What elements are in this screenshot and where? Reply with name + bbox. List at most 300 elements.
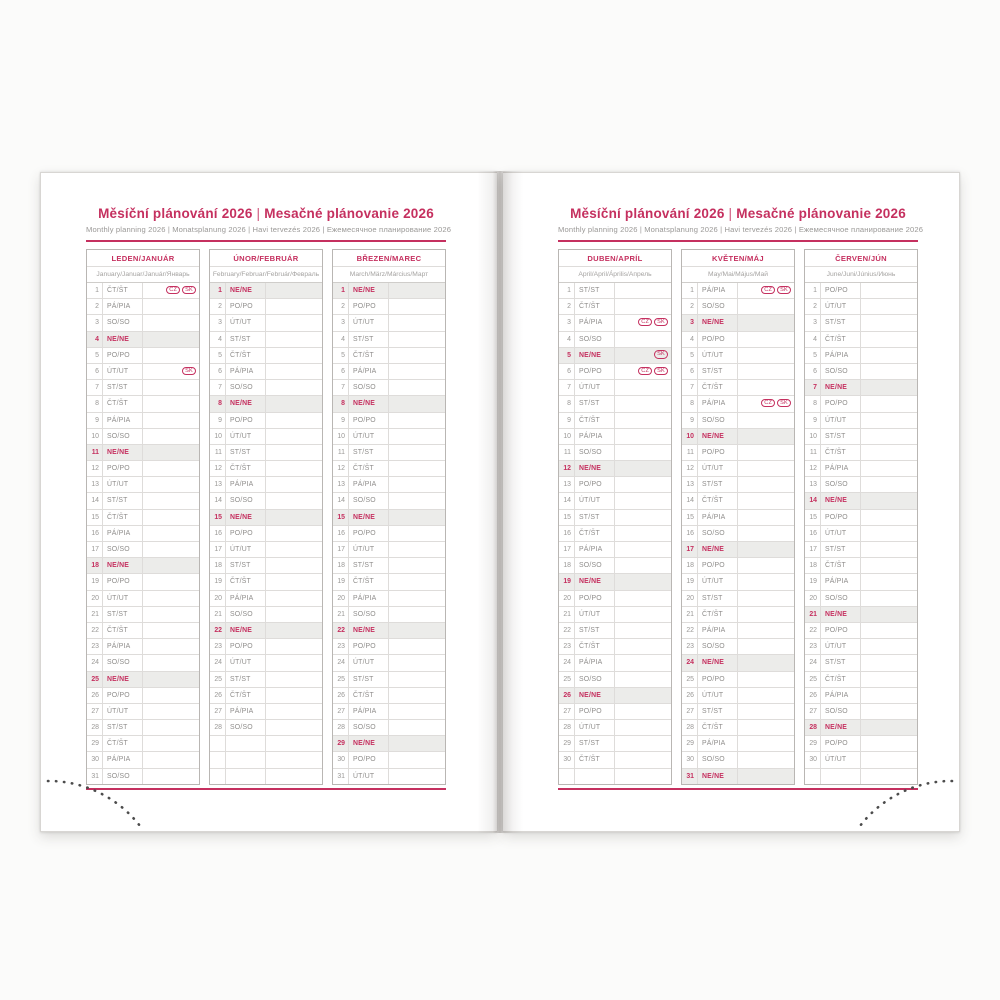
day-row — [87, 526, 199, 542]
day-number: 22 — [333, 623, 349, 638]
notes-cell — [143, 736, 199, 751]
day-abbrev: ÚT/UT — [226, 542, 266, 557]
day-number: 17 — [682, 542, 698, 557]
day-number: 19 — [333, 574, 349, 589]
day-number: 19 — [559, 574, 575, 589]
day-row — [682, 623, 794, 639]
day-number: 16 — [333, 526, 349, 541]
day-row — [210, 542, 322, 558]
notes-cell — [615, 461, 671, 476]
day-row — [87, 332, 199, 348]
day-abbrev: PÁ/PIA — [103, 413, 143, 428]
day-number: 24 — [682, 655, 698, 670]
day-row — [682, 558, 794, 574]
day-number: 25 — [682, 672, 698, 687]
day-number: 23 — [333, 639, 349, 654]
day-number: 1 — [333, 283, 349, 298]
day-abbrev: ČT/ŠT — [103, 510, 143, 525]
day-abbrev: ČT/ŠT — [226, 348, 266, 363]
day-abbrev: ST/ST — [103, 380, 143, 395]
day-number: 20 — [682, 591, 698, 606]
notes-cell — [143, 429, 199, 444]
day-row — [210, 526, 322, 542]
day-abbrev: ST/ST — [575, 396, 615, 411]
day-number: 12 — [805, 461, 821, 476]
day-abbrev: NE/NE — [349, 283, 389, 298]
notes-cell — [143, 655, 199, 670]
day-abbrev: ST/ST — [349, 672, 389, 687]
notes-cell — [389, 720, 445, 735]
notes-cell — [389, 752, 445, 767]
day-row — [682, 607, 794, 623]
notes-cell — [266, 461, 322, 476]
notes-cell — [143, 591, 199, 606]
day-number: 2 — [333, 299, 349, 314]
day-row — [682, 526, 794, 542]
day-number: 7 — [559, 380, 575, 395]
day-number: 9 — [805, 413, 821, 428]
day-number: 8 — [682, 396, 698, 411]
day-number: 11 — [805, 445, 821, 460]
notes-cell — [266, 542, 322, 557]
day-abbrev: ÚT/UT — [103, 704, 143, 719]
day-number: 27 — [559, 704, 575, 719]
day-number: 27 — [682, 704, 698, 719]
day-row — [682, 396, 794, 412]
notes-cell — [266, 526, 322, 541]
notes-cell — [738, 477, 794, 492]
day-row — [333, 720, 445, 736]
notes-cell — [615, 623, 671, 638]
day-row — [559, 461, 671, 477]
day-row — [805, 736, 917, 752]
day-abbrev: NE/NE — [103, 558, 143, 573]
day-number: 24 — [805, 655, 821, 670]
day-number: 21 — [333, 607, 349, 622]
day-row — [682, 769, 794, 784]
day-abbrev: SO/SO — [698, 299, 738, 314]
notes-cell — [143, 623, 199, 638]
day-number: 28 — [805, 720, 821, 735]
day-row — [559, 558, 671, 574]
holiday-badge-sk: SK — [654, 367, 668, 375]
notes-cell — [143, 607, 199, 622]
day-number: 7 — [333, 380, 349, 395]
day-abbrev: PO/PO — [226, 299, 266, 314]
notes-cell — [143, 283, 199, 298]
page-title-sk: Mesačné plánovanie 2026 — [264, 206, 434, 221]
holiday-badge-sk: SK — [182, 367, 196, 375]
day-abbrev: PÁ/PIA — [821, 574, 861, 589]
day-abbrev: PO/PO — [226, 413, 266, 428]
notes-cell — [738, 364, 794, 379]
day-abbrev: ÚT/UT — [821, 752, 861, 767]
day-row — [682, 364, 794, 380]
notes-cell — [266, 720, 322, 735]
day-row — [559, 510, 671, 526]
day-abbrev: NE/NE — [575, 688, 615, 703]
notes-cell — [615, 510, 671, 525]
day-abbrev: ÚT/UT — [575, 493, 615, 508]
holiday-badge-cz: CZ — [638, 367, 652, 375]
day-number: 8 — [87, 396, 103, 411]
day-number: 15 — [210, 510, 226, 525]
day-row-empty — [210, 752, 322, 768]
day-number: 4 — [805, 332, 821, 347]
day-row — [805, 364, 917, 380]
day-abbrev: ÚT/UT — [575, 720, 615, 735]
day-abbrev: NE/NE — [103, 672, 143, 687]
notes-cell — [738, 720, 794, 735]
diary-page-right — [503, 172, 960, 832]
day-number: 14 — [333, 493, 349, 508]
day-number: 29 — [559, 736, 575, 751]
day-number: 30 — [333, 752, 349, 767]
day-abbrev: NE/NE — [698, 429, 738, 444]
day-row — [682, 542, 794, 558]
day-row — [559, 688, 671, 704]
day-abbrev: PÁ/PIA — [103, 526, 143, 541]
day-abbrev: ČT/ŠT — [821, 672, 861, 687]
day-abbrev: PÁ/PIA — [821, 688, 861, 703]
day-row — [210, 558, 322, 574]
day-row — [559, 348, 671, 364]
day-row — [210, 299, 322, 315]
month-name: ČERVEN/JÚN — [805, 250, 917, 267]
notes-cell — [615, 283, 671, 298]
notes-cell — [861, 720, 917, 735]
month-name: KVĚTEN/MÁJ — [682, 250, 794, 267]
day-number: 26 — [559, 688, 575, 703]
day-row — [333, 380, 445, 396]
day-abbrev: PÁ/PIA — [698, 736, 738, 751]
notes-cell — [738, 672, 794, 687]
notes-cell — [143, 332, 199, 347]
notes-cell — [861, 672, 917, 687]
notes-cell — [389, 655, 445, 670]
day-row — [333, 558, 445, 574]
day-abbrev: ST/ST — [698, 477, 738, 492]
day-row — [333, 639, 445, 655]
day-row — [333, 510, 445, 526]
day-abbrev: SO/SO — [226, 493, 266, 508]
notes-cell — [615, 299, 671, 314]
day-row — [87, 688, 199, 704]
day-abbrev: PO/PO — [349, 752, 389, 767]
notes-cell — [738, 445, 794, 460]
notes-cell — [861, 607, 917, 622]
day-row — [682, 477, 794, 493]
day-abbrev: PO/PO — [821, 396, 861, 411]
day-abbrev: NE/NE — [575, 574, 615, 589]
day-abbrev: SO/SO — [103, 769, 143, 784]
day-abbrev: ČT/ŠT — [103, 283, 143, 298]
day-number: 2 — [559, 299, 575, 314]
day-abbrev: PÁ/PIA — [349, 704, 389, 719]
day-abbrev: PÁ/PIA — [575, 655, 615, 670]
day-row — [333, 574, 445, 590]
notes-cell — [389, 299, 445, 314]
day-row — [559, 704, 671, 720]
day-row — [87, 445, 199, 461]
day-abbrev: NE/NE — [103, 445, 143, 460]
day-number: 5 — [682, 348, 698, 363]
day-abbrev: ÚT/UT — [349, 429, 389, 444]
day-row — [682, 299, 794, 315]
day-row — [210, 493, 322, 509]
notes-cell — [266, 445, 322, 460]
notes-cell — [861, 558, 917, 573]
day-number: 26 — [210, 688, 226, 703]
notes-cell — [389, 623, 445, 638]
day-abbrev: PÁ/PIA — [226, 364, 266, 379]
day-abbrev: ST/ST — [821, 655, 861, 670]
day-abbrev: NE/NE — [575, 348, 615, 363]
day-row — [559, 364, 671, 380]
day-number: 15 — [559, 510, 575, 525]
day-number: 26 — [333, 688, 349, 703]
notes-cell — [861, 542, 917, 557]
day-number: 31 — [87, 769, 103, 784]
day-number: 14 — [559, 493, 575, 508]
day-abbrev: NE/NE — [698, 315, 738, 330]
day-row — [333, 736, 445, 752]
notes-cell — [389, 413, 445, 428]
notes-cell — [266, 574, 322, 589]
day-row — [805, 542, 917, 558]
day-row — [210, 623, 322, 639]
day-abbrev: ČT/ŠT — [226, 461, 266, 476]
day-abbrev: ČT/ŠT — [575, 639, 615, 654]
day-number — [559, 769, 575, 784]
day-abbrev: SO/SO — [575, 332, 615, 347]
holiday-badge-cz: CZ — [761, 399, 775, 407]
day-row — [333, 704, 445, 720]
day-row — [210, 688, 322, 704]
title-separator: | — [728, 206, 733, 221]
day-row — [682, 445, 794, 461]
month-table — [86, 249, 200, 785]
day-abbrev: NE/NE — [103, 332, 143, 347]
day-row — [210, 348, 322, 364]
day-row — [210, 315, 322, 331]
day-row — [559, 655, 671, 671]
accent-rule-top — [558, 240, 918, 242]
day-abbrev: SO/SO — [575, 558, 615, 573]
notes-cell — [615, 477, 671, 492]
day-row — [805, 315, 917, 331]
day-row — [87, 623, 199, 639]
day-row — [87, 672, 199, 688]
day-abbrev: NE/NE — [349, 623, 389, 638]
notes-cell — [266, 429, 322, 444]
day-row — [87, 461, 199, 477]
day-row — [682, 591, 794, 607]
notes-cell — [738, 315, 794, 330]
day-row — [87, 477, 199, 493]
day-abbrev: PÁ/PIA — [698, 396, 738, 411]
day-row — [333, 477, 445, 493]
day-number: 20 — [805, 591, 821, 606]
notes-cell — [143, 704, 199, 719]
notes-cell — [266, 591, 322, 606]
day-abbrev: ST/ST — [103, 493, 143, 508]
day-abbrev: ÚT/UT — [226, 655, 266, 670]
day-abbrev: ST/ST — [226, 445, 266, 460]
notes-cell — [861, 429, 917, 444]
day-row — [805, 510, 917, 526]
day-number: 8 — [333, 396, 349, 411]
day-number: 11 — [210, 445, 226, 460]
day-row — [559, 639, 671, 655]
day-abbrev: ST/ST — [575, 736, 615, 751]
day-abbrev: PO/PO — [821, 736, 861, 751]
day-row — [210, 720, 322, 736]
day-row — [333, 364, 445, 380]
notes-cell — [861, 413, 917, 428]
day-row — [805, 413, 917, 429]
day-row — [559, 445, 671, 461]
diary-page-left — [40, 172, 497, 832]
day-number: 9 — [682, 413, 698, 428]
day-row — [682, 688, 794, 704]
day-row — [87, 736, 199, 752]
day-row — [87, 510, 199, 526]
day-number: 16 — [87, 526, 103, 541]
day-abbrev: NE/NE — [349, 396, 389, 411]
day-abbrev: PÁ/PIA — [226, 591, 266, 606]
notes-cell — [738, 429, 794, 444]
day-number: 19 — [87, 574, 103, 589]
notes-cell — [143, 299, 199, 314]
notes-cell — [861, 332, 917, 347]
day-number: 23 — [210, 639, 226, 654]
day-number: 14 — [87, 493, 103, 508]
notes-cell — [266, 655, 322, 670]
day-row — [559, 332, 671, 348]
holiday-badge-cz: CZ — [761, 286, 775, 294]
day-number: 18 — [805, 558, 821, 573]
day-row — [559, 315, 671, 331]
day-number: 22 — [87, 623, 103, 638]
day-row — [805, 445, 917, 461]
notes-cell — [738, 348, 794, 363]
notes-cell — [266, 510, 322, 525]
notes-cell — [861, 461, 917, 476]
day-abbrev: PO/PO — [349, 413, 389, 428]
day-number: 4 — [559, 332, 575, 347]
day-row — [333, 688, 445, 704]
day-number: 6 — [210, 364, 226, 379]
day-abbrev: PÁ/PIA — [698, 283, 738, 298]
day-row — [333, 348, 445, 364]
day-row — [559, 396, 671, 412]
holiday-badge-sk: SK — [777, 399, 791, 407]
notes-cell — [615, 526, 671, 541]
day-number: 12 — [333, 461, 349, 476]
day-number: 13 — [559, 477, 575, 492]
holiday-badge-sk: SK — [777, 286, 791, 294]
day-abbrev: ÚT/UT — [103, 364, 143, 379]
day-number: 4 — [333, 332, 349, 347]
day-number: 10 — [805, 429, 821, 444]
day-number: 16 — [805, 526, 821, 541]
day-row — [333, 752, 445, 768]
day-row — [210, 413, 322, 429]
day-row — [805, 558, 917, 574]
day-row — [210, 380, 322, 396]
day-row — [682, 736, 794, 752]
month-table — [558, 249, 672, 785]
notes-cell — [266, 413, 322, 428]
day-row — [805, 526, 917, 542]
day-row — [333, 672, 445, 688]
notes-cell — [266, 672, 322, 687]
day-abbrev: PÁ/PIA — [575, 429, 615, 444]
day-number: 6 — [682, 364, 698, 379]
day-abbrev: SO/SO — [103, 315, 143, 330]
day-number: 25 — [210, 672, 226, 687]
notes-cell — [389, 332, 445, 347]
day-number: 7 — [210, 380, 226, 395]
day-number: 3 — [559, 315, 575, 330]
day-abbrev: PO/PO — [349, 639, 389, 654]
day-row — [333, 413, 445, 429]
day-row — [210, 429, 322, 445]
day-abbrev: ČT/ŠT — [349, 348, 389, 363]
notes-cell — [738, 558, 794, 573]
day-number: 11 — [87, 445, 103, 460]
day-number: 8 — [805, 396, 821, 411]
day-row-empty — [210, 769, 322, 784]
notes-cell — [143, 380, 199, 395]
day-row — [87, 558, 199, 574]
day-abbrev: ST/ST — [698, 364, 738, 379]
day-number: 11 — [682, 445, 698, 460]
day-row — [333, 607, 445, 623]
day-number: 17 — [333, 542, 349, 557]
day-abbrev: ÚT/UT — [821, 639, 861, 654]
day-row — [333, 591, 445, 607]
day-abbrev: NE/NE — [226, 510, 266, 525]
day-row — [805, 493, 917, 509]
day-row — [210, 672, 322, 688]
day-row — [805, 623, 917, 639]
day-row — [682, 461, 794, 477]
month-languages: March/März/Március/Март — [333, 267, 445, 283]
day-number: 19 — [210, 574, 226, 589]
holiday-badge-cz: CZ — [638, 318, 652, 326]
accent-rule-top — [86, 240, 446, 242]
day-number: 8 — [210, 396, 226, 411]
day-row — [682, 413, 794, 429]
holiday-badge-sk: SK — [654, 318, 668, 326]
day-abbrev: SO/SO — [349, 720, 389, 735]
day-row — [805, 461, 917, 477]
notes-cell — [266, 299, 322, 314]
day-number: 7 — [87, 380, 103, 395]
day-abbrev: NE/NE — [698, 542, 738, 557]
day-abbrev: SO/SO — [698, 413, 738, 428]
day-abbrev: ST/ST — [698, 704, 738, 719]
day-abbrev: ÚT/UT — [226, 315, 266, 330]
day-number: 1 — [682, 283, 698, 298]
day-number: 12 — [559, 461, 575, 476]
day-number: 25 — [559, 672, 575, 687]
day-abbrev: SO/SO — [821, 591, 861, 606]
day-number: 17 — [210, 542, 226, 557]
day-abbrev: ÚT/UT — [226, 429, 266, 444]
